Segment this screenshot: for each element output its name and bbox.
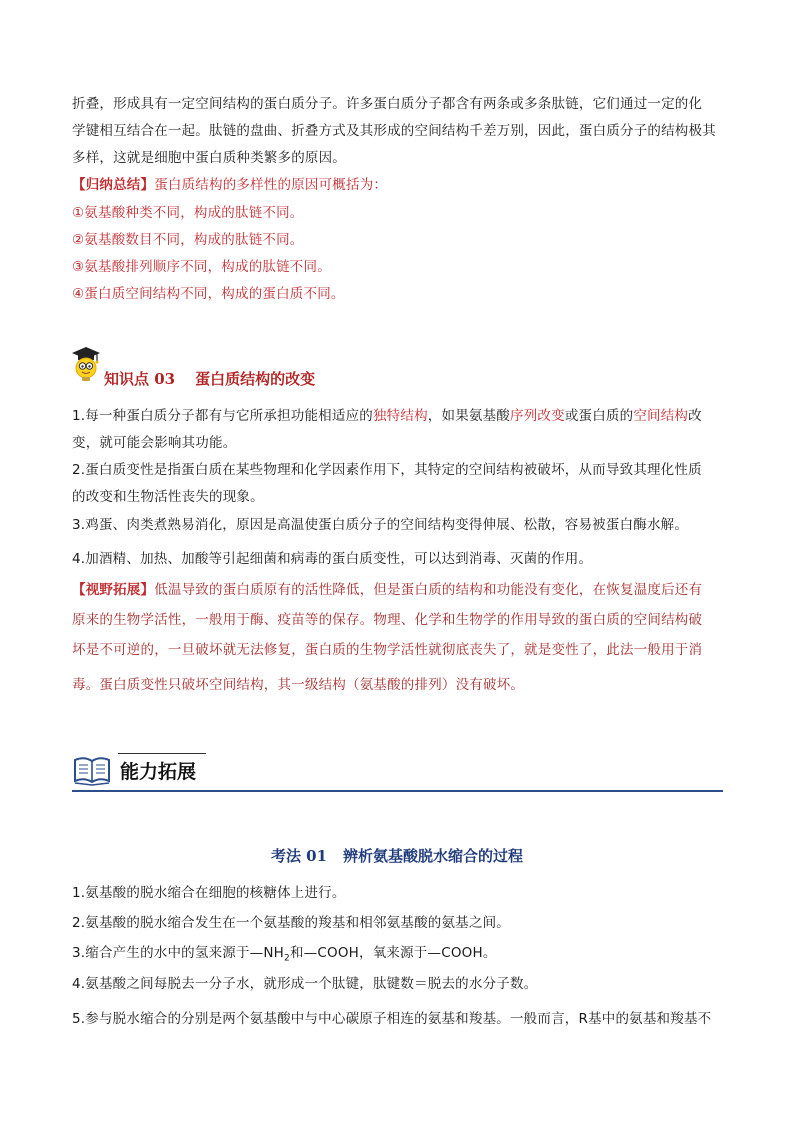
intro-line-2: 学键相互结合在一起。肽链的盘曲、折叠方式及其形成的空间结构千差万别，因此，蛋白质分子的结构极其	[72, 123, 716, 139]
method-name: 辨析氨基酸脱水缩合的过程	[343, 847, 524, 865]
knowledge-point-name: 蛋白质结构的改变	[195, 370, 316, 388]
extension-line-4: 毒。蛋白质变性只破坏空间结构，其一级结构（氨基酸的排列）没有破坏。	[72, 677, 525, 693]
section-top-rule	[118, 753, 206, 754]
method-point-4: 4.氨基酸之间每脱去一分子水，就形成一个肽键，肽键数＝脱去的水分子数。	[72, 976, 538, 992]
point-1-text-d: 改	[688, 408, 702, 424]
method-point-3	[72, 944, 724, 968]
extension-line-3: 坏是不可逆的，一旦破坏就无法修复，蛋白质的生物学活性就彻底丧失了，就是变性了，此法一般用于消	[72, 642, 703, 658]
open-book-icon	[72, 754, 112, 786]
highlight-unique-structure: 独特结构	[372, 408, 428, 424]
point-2-line-2: 的改变和生物活性丧失的现象。	[72, 489, 264, 505]
summary-lead: 蛋白质结构的多样性的原因可概括为：	[154, 177, 388, 193]
method-title	[0, 846, 794, 866]
point-1-text-b: ，如果氨基酸	[427, 408, 510, 424]
summary-tag: 【归纳总结】	[72, 177, 155, 193]
method-number: 考法 01	[270, 847, 328, 865]
method-point-2: 2.氨基酸的脱水缩合发生在一个氨基酸的羧基和相邻氨基酸的氨基之间。	[72, 915, 510, 931]
extension-line-1	[72, 581, 724, 599]
point-1-line-1	[72, 407, 724, 425]
summary-item-1: ①氨基酸种类不同，构成的肽链不同。	[72, 205, 304, 221]
intro-line-1: 折叠，形成具有一定空间结构的蛋白质分子。许多蛋白质分子都含有两条或多条肽链，它们通过一定的化	[72, 96, 703, 112]
summary-item-3: ③氨基酸排列顺序不同，构成的肽链不同。	[72, 259, 331, 275]
highlight-sequence-change: 序列改变	[510, 408, 565, 424]
point-1-text-a: 1.每一种蛋白质分子都有与它所承担功能相适应的	[72, 408, 373, 424]
section-rule	[72, 790, 723, 792]
extension-text-1: 低温导致的蛋白质原有的活性降低，但是蛋白质的结构和功能没有变化，在恢复温度后还有	[154, 582, 703, 598]
summary-item-2: ②氨基酸数目不同，构成的肽链不同。	[72, 232, 304, 248]
summary-item-4: ④蛋白质空间结构不同，构成的蛋白质不同。	[72, 286, 345, 302]
point-1-text-c: 或蛋白质的	[564, 408, 634, 424]
method-point-3-subscript: 2	[284, 953, 290, 964]
highlight-spatial-structure: 空间结构	[633, 408, 689, 424]
knowledge-point-number: 知识点 03	[104, 370, 176, 388]
point-4: 4.加酒精、加热、加酸等引起细菌和病毒的蛋白质变性，可以达到消毒、灭菌的作用。	[72, 551, 593, 567]
method-point-3-text-a: 3.缩合产生的水中的氢来源于—NH	[72, 945, 285, 961]
intro-line-3: 多样，这就是细胞中蛋白质种类繁多的原因。	[72, 150, 346, 166]
method-point-5: 5.参与脱水缩合的分别是两个氨基酸中与中心碳原子相连的氨基和羧基。一般而言，R基中的氨基和羧基不	[72, 1011, 712, 1027]
method-point-3-text-b: 和—COOH，氧来源于—COOH。	[289, 945, 497, 961]
point-2-line-1: 2.蛋白质变性是指蛋白质在某些物理和化学因素作用下，其特定的空间结构被破坏，从而导致其理化性质	[72, 462, 702, 478]
graduate-lightbulb-icon	[66, 344, 106, 384]
point-3: 3.鸡蛋、肉类煮熟易消化，原因是高温使蛋白质分子的空间结构变得伸展、松散，容易被蛋白酶水解。	[72, 517, 689, 533]
point-1-line-2: 变，就可能会影响其功能。	[72, 435, 237, 451]
method-point-1: 1.氨基酸的脱水缩合在细胞的核糖体上进行。	[72, 885, 346, 901]
section-title: 能力拓展	[120, 761, 197, 783]
knowledge-point-title	[104, 369, 315, 389]
summary-heading	[72, 176, 724, 194]
extension-line-2: 原来的生物学活性，一般用于酶、疫苗等的保存。物理、化学和生物学的作用导致的蛋白质的空间结构破	[72, 612, 703, 628]
extension-tag: 【视野拓展】	[72, 582, 155, 598]
